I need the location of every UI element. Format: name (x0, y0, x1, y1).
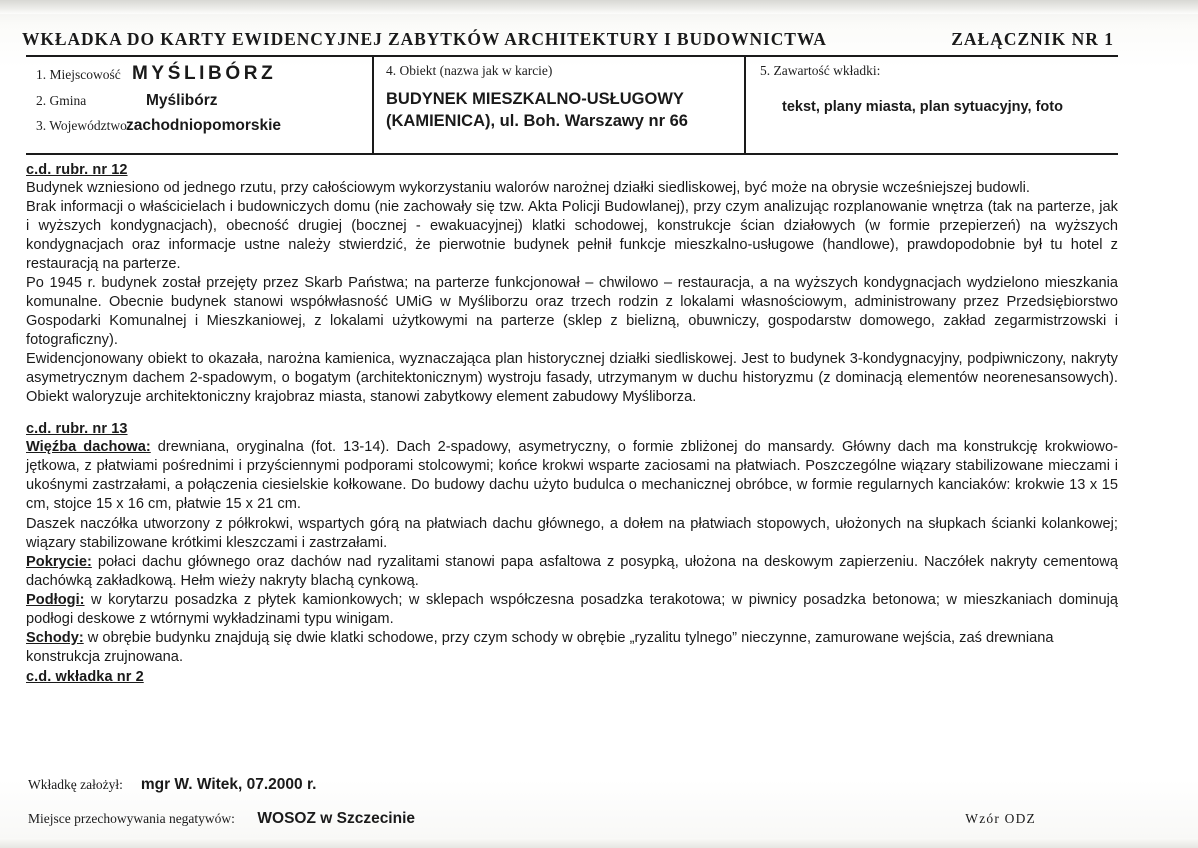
section-13-item-stairs-text: w obrębie budynku znajdują się dwie klatki schodowe, przy czym schody w obrębie „ryzalitu tylnego” nieczynne, zamurowane wejścia, zaś drewniana konstrukcja zrujnowana. (26, 629, 1054, 665)
annex-number: ZAŁĄCZNIK NR 1 (951, 29, 1114, 49)
page-title: WKŁADKA DO KARTY EWIDENCYJNEJ ZABYTKÓW ARCHITEKTURY I BUDOWNICTWA (22, 29, 827, 49)
object-label: 4. Obiekt (nazwa jak w karcie) (386, 63, 553, 78)
footer-author-row (28, 776, 1118, 794)
contents-value: tekst, plany miasta, plan sytuacyjny, foto (782, 99, 1063, 115)
table-cell-contents (746, 57, 1116, 153)
section-12-paragraph-3: Po 1945 r. budynek został przejęty przez Skarb Państwa; na parterze funkcjonował – chwilowo – restauracja, a na wyższych kondygnacjach wydzielono mieszkania komunalne. Obecnie budynek stanowi współwłasność UMiG w Myśliborzu oraz trzech rodzin z lokalami własnościowym, administrowany przez Przedsiębiorstwo Gospodarki Komunalnej i Mieszkaniowej, z lokalami użytkowymi na parterze (sklep z bielizną, obuwniczy, gospodarstw domowego, zakład zegarmistrzowski i fotograficzny). (26, 275, 1118, 349)
section-13-item-roofing (26, 553, 1118, 591)
section-13-item-floors (26, 591, 1118, 629)
table-cell-object (374, 57, 746, 153)
section-12-heading: c.d. rubr. nr 12 (26, 162, 128, 178)
section-13-item-truss (26, 438, 1118, 514)
section-13-item-truss-label: Więźba dachowa: (26, 439, 151, 456)
commune-label: 2. Gmina (36, 93, 87, 108)
object-value-line2: (KAMIENICA), ul. Boh. Warszawy nr 66 (386, 111, 688, 130)
negatives-group (28, 810, 415, 828)
field-locality (36, 63, 372, 85)
section-13-item-floors-text: w korytarzu posadzka z płytek kamionkowych; w sklepach współczesna posadzka terakotowa; w piwnicy posadzka betonowa; w mieszkaniach dominują podłogi deskowe z wtórnymi wykładzinami typu winigam. (26, 591, 1118, 627)
negatives-value: WOSOZ w Szczecinie (257, 810, 416, 827)
commune-value: Myślibórz (146, 92, 218, 109)
contents-label: 5. Zawartość wkładki: (760, 63, 881, 78)
field-voivodeship (36, 117, 372, 135)
voivodeship-value: zachodniopomorskie (126, 117, 282, 134)
section-12-paragraph-2: Brak informacji o właścicielach i budowniczych domu (nie zachowały się tzw. Akta Policji Budowlanej), przy czym analizując rozplanowanie wnętrza (tak na parterze, jak i wyższych kondygnacjach), obecność drugiej (bocznej - ewakuacyjnej) klatki schodowej, konstrukcje ścian działowych (w formie przepierzeń) na wyższych kondygnacjach oraz informacje ustne należy stwierdzić, że pierwotnie budynek pełnił funkcje mieszkalno-usługowe (handlowe), prawdopodobnie był tu hotel z restauracją na parterze. (26, 199, 1118, 273)
document-footer (28, 776, 1118, 828)
continuation-note: c.d. wkładka nr 2 (26, 668, 144, 685)
table-cell-locality (26, 57, 374, 153)
author-value: mgr W. Witek, 07.2000 r. (140, 776, 317, 793)
section-12-paragraph-4: Ewidencjonowany obiekt to okazała, narożna kamienica, wyznaczająca plan historycznej działki siedliskowej. Jest to budynek 3-kondygnacyjny, podpiwniczony, nakryty asymetrycznym dachem 2-spadowym, o bogatym (architektonicznym) wystroju fasady, utrzymanym w duchu historyzmu (z dominacją elementów neorenesansowych). Obiekt waloryzuje architektoniczny krajobraz miasta, stanowi zabytkowy element zabudowy Myśliborza. (26, 351, 1118, 406)
form-code: Wzór ODZ (965, 811, 1036, 826)
voivodeship-label: 3. Województwo (36, 118, 127, 133)
section-13-item-eave (26, 515, 1118, 553)
document-sheet (22, 12, 1118, 834)
section-13-item-floors-label: Podłogi: (26, 591, 85, 608)
section-13-item-eave-text: Daszek naczółka utworzony z półkrokwi, wspartych górą na płatwiach dachu głównego, a dołem na płatwiach stopowych, ułożonych na słupkach ścianki kolankowej; wiązary stabilizowane krótkimi kleszczami i zastrzałami. (26, 515, 1118, 551)
field-commune (36, 92, 372, 110)
identification-table (26, 55, 1118, 155)
section-13-item-truss-text: drewniana, oryginalna (fot. 13-14). Dach 2-spadowy, asymetryczny, o formie zbliżonej do mansardy. Główny dach ma konstrukcję krokwiowo-jętkowa, z płatwiami pośrednimi i przyściennymi podporami stolcowymi; końce krokwi wsparte zaciosami na płatwiach. Poszczególne wiązary stabilizowane mieczami i ukośnymi zastrzałami, a połączenia ciesielskie kołkowane. Do budowy dachu użyto budulca o mechanicznej obróbce, w formie regularnych kanciaków: krokwie 13 x 15 cm, stojce 15 x 16 cm, płatwie 15 x 21 cm. (26, 439, 1118, 513)
section-13-item-stairs (26, 629, 1118, 667)
footer-negatives-row (28, 810, 1118, 828)
section-13-item-roofing-label: Pokrycie: (26, 553, 92, 570)
scan-edge-shadow-bottom (0, 838, 1198, 848)
section-13-heading: c.d. rubr. nr 13 (26, 421, 128, 438)
locality-value: MYŚLIBÓRZ (132, 63, 277, 84)
document-body (26, 162, 1118, 686)
locality-label: 1. Miejscowość (36, 67, 121, 82)
author-label: Wkładkę założył: (28, 777, 123, 792)
negatives-label: Miejsce przechowywania negatywów: (28, 811, 235, 826)
document-header (22, 20, 1118, 50)
section-divider-space (26, 407, 1118, 421)
section-12-paragraph-1: Budynek wzniesiono od jednego rzutu, przy całościowym wykorzystaniu walorów narożnej działki siedliskowej, być może na obrysie wcześniejszej budowli. (26, 180, 1030, 196)
section-13-item-stairs-label: Schody: (26, 629, 84, 646)
object-value-line1: BUDYNEK MIESZKALNO-USŁUGOWY (386, 90, 684, 108)
object-value (386, 89, 744, 133)
section-13-item-roofing-text: połaci dachu głównego oraz dachów nad ryzalitami stanowi papa asfaltowa z posypką, ułożona na deskowym zapierzeniu. Naczółek nakryty cementową dachówką zakładkową. Hełm wieży nakryty blachą cynkową. (26, 553, 1118, 589)
